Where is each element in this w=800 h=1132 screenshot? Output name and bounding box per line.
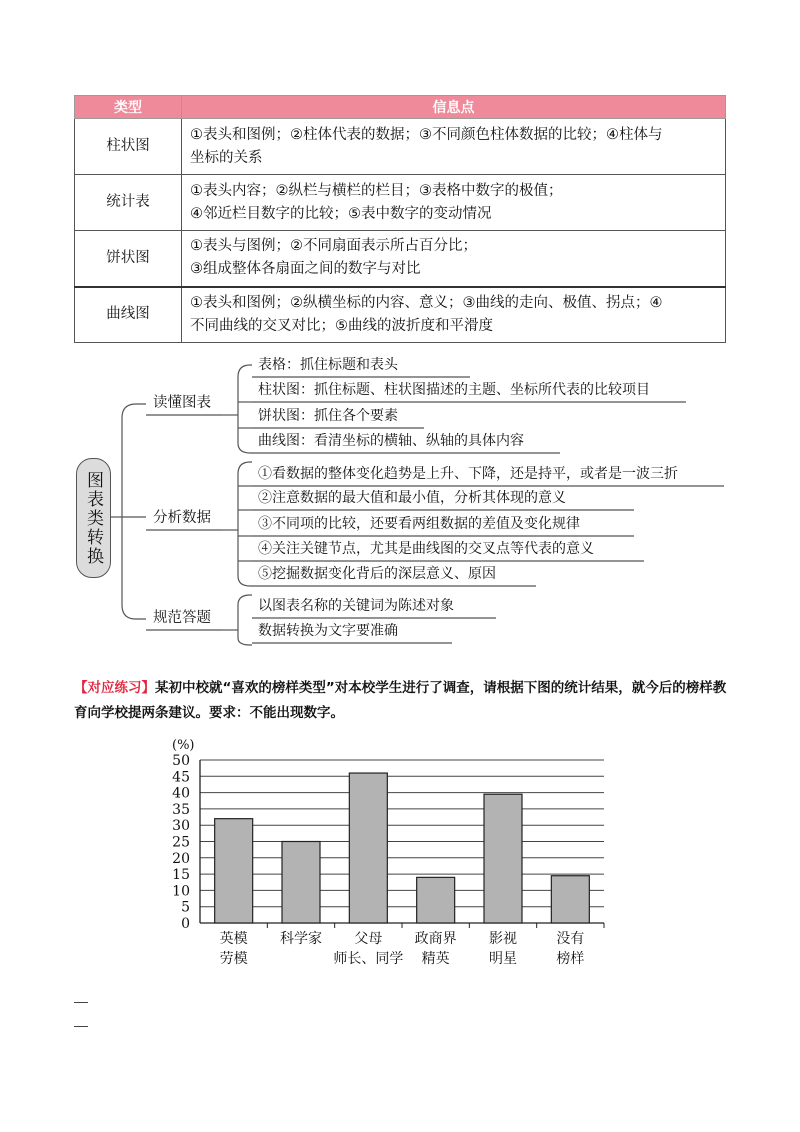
info-line: ①表头与图例；②不同扇面表示所占百分比； xyxy=(190,238,477,255)
y-tick-label: 15 xyxy=(172,867,190,884)
bar xyxy=(349,773,387,923)
row-info xyxy=(182,231,726,287)
bar xyxy=(484,794,522,923)
info-line: ④邻近栏目数字的比较；⑤表中数字的变动情况 xyxy=(190,205,492,222)
leaf-item: ⑤挖掘数据变化背后的深层意义、原因 xyxy=(258,566,496,582)
x-tick-label: 精英 xyxy=(421,951,450,967)
x-tick-label: 明星 xyxy=(489,951,517,967)
leaf-item: ①看数据的整体变化趋势是上升、下降，还是持平，或者是一波三折 xyxy=(258,466,678,482)
connector xyxy=(238,365,252,415)
branch-analyze-data: 分析数据 xyxy=(153,510,211,526)
y-tick-label: 5 xyxy=(181,899,190,916)
x-tick-label: 师长、同学 xyxy=(333,951,404,967)
y-tick-label: 30 xyxy=(172,818,190,835)
x-tick-label: 影视 xyxy=(489,931,517,947)
branch-standard-answer: 规范答题 xyxy=(153,610,211,626)
leaf-item: 曲线图：看清坐标的横轴、纵轴的具体内容 xyxy=(258,433,524,449)
leaf-item: 柱状图：抓住标题、柱状图描述的主题、坐标所代表的比较项目 xyxy=(258,382,650,398)
connector xyxy=(238,595,252,630)
exercise-text: 某初中校就“喜欢的榜样类型”对本校学生进行了调查，请根据下图的统计结果，就今后的榜样教育向学校提两条建议。要求：不能出现数字。 xyxy=(74,680,727,721)
x-tick-label: 政商界 xyxy=(414,931,457,947)
bar xyxy=(282,842,320,924)
connector xyxy=(238,462,252,530)
connector xyxy=(122,517,146,619)
exercise-prompt xyxy=(74,676,734,726)
info-line: 不同曲线的交叉对比；⑤曲线的波折度和平滑度 xyxy=(190,317,493,334)
y-tick-label: 25 xyxy=(172,834,190,851)
info-line: ③组成整体各扇面之间的数字与对比 xyxy=(190,261,421,278)
bar xyxy=(417,877,455,923)
x-tick-label: 劳模 xyxy=(219,951,248,967)
leaf-item: 以图表名称的关键词为陈述对象 xyxy=(258,598,454,614)
x-tick-label: 父母 xyxy=(354,931,383,947)
y-unit-label: (%) xyxy=(172,738,195,753)
row-info xyxy=(182,175,726,231)
x-tick-label: 科学家 xyxy=(280,931,322,947)
mind-map-root-label: 图表类转换 xyxy=(83,470,103,566)
y-tick-label: 0 xyxy=(181,916,190,932)
leaf-item: 饼状图：抓住各个要素 xyxy=(258,408,398,424)
row-info xyxy=(182,119,726,175)
info-table xyxy=(74,95,726,343)
mind-map-root xyxy=(76,458,111,578)
y-tick-label: 50 xyxy=(172,753,190,769)
answer-line xyxy=(74,1002,88,1003)
bar xyxy=(551,876,589,923)
x-tick-label: 没有 xyxy=(556,931,585,947)
row-type: 曲线图 xyxy=(75,287,182,343)
leaf-item: 表格：抓住标题和表头 xyxy=(258,357,398,373)
y-tick-label: 10 xyxy=(172,883,190,900)
info-line: ①表头内容；②纵栏与横栏的栏目；③表格中数字的极值； xyxy=(190,182,563,199)
connector xyxy=(238,415,252,453)
info-line: ①表头和图例；②柱体代表的数据；③不同颜色柱体数据的比较；④柱体与 xyxy=(190,126,663,143)
row-type: 统计表 xyxy=(75,175,182,231)
info-line: ①表头和图例；②纵横坐标的内容、意义；③曲线的走向、极值、拐点；④ xyxy=(190,294,663,311)
header-info: 信息点 xyxy=(182,96,726,119)
row-type: 柱状图 xyxy=(75,119,182,175)
leaf-item: ②注意数据的最大值和最小值，分析其体现的意义 xyxy=(258,490,566,506)
y-tick-label: 45 xyxy=(172,769,190,786)
x-tick-label: 英模 xyxy=(219,931,248,947)
row-info xyxy=(182,287,726,343)
answer-line xyxy=(74,1026,88,1027)
branch-read-chart: 读懂图表 xyxy=(153,395,211,411)
row-type: 饼状图 xyxy=(75,231,182,287)
header-type: 类型 xyxy=(75,96,182,119)
x-tick-label: 榜样 xyxy=(556,951,585,967)
connector xyxy=(122,404,146,517)
leaf-item: ④关注关键节点，尤其是曲线图的交叉点等代表的意义 xyxy=(258,541,594,557)
connector xyxy=(238,530,252,586)
bar xyxy=(215,819,253,923)
y-tick-label: 40 xyxy=(172,785,190,802)
leaf-item: 数据转换为文字要准确 xyxy=(258,623,398,639)
info-line: 坐标的关系 xyxy=(190,149,263,166)
exercise-tag: 【对应练习】 xyxy=(74,680,155,696)
y-tick-label: 35 xyxy=(172,801,190,818)
leaf-item: ③不同项的比较，还要看两组数据的差值及变化规律 xyxy=(258,516,580,532)
connector xyxy=(238,630,252,645)
y-tick-label: 20 xyxy=(172,850,190,867)
